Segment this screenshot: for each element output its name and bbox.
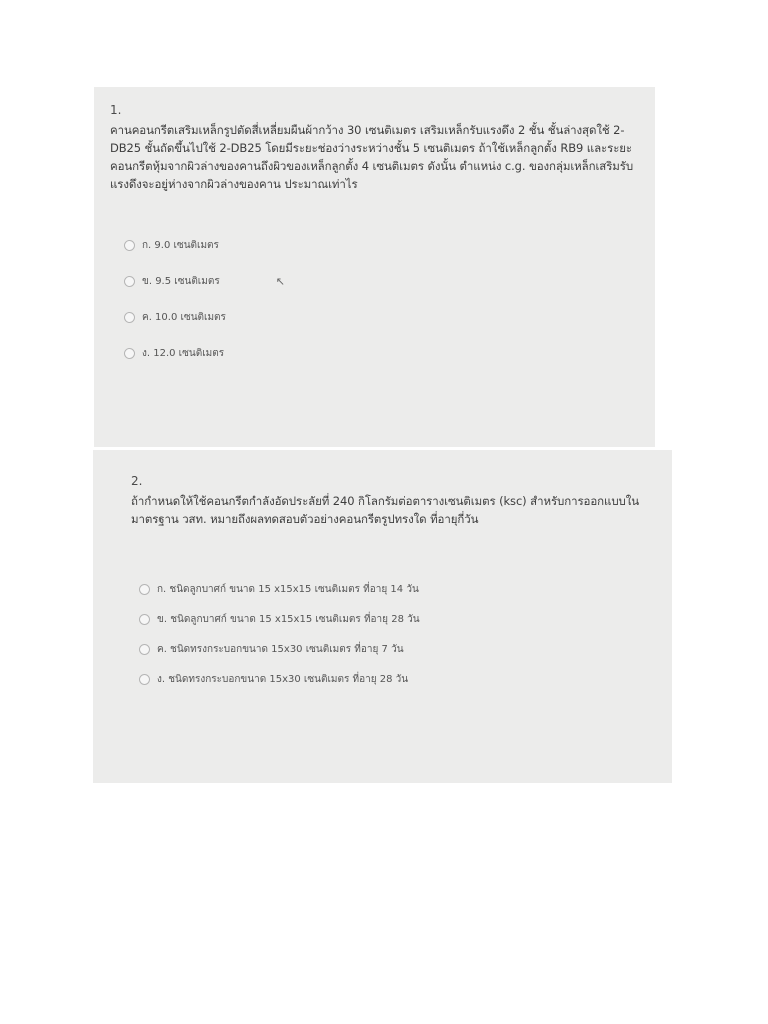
question-card-1 [94,87,655,447]
choice-option-c[interactable] [139,634,656,664]
radio-button[interactable] [124,348,135,359]
choice-label: ก. ชนิดลูกบาศก์ ขนาด 15 x15x15 เซนติเมตร ที่อายุ 14 วัน [157,583,419,595]
choice-label: ข. ชนิดลูกบาศก์ ขนาด 15 x15x15 เซนติเมตร ที่อายุ 28 วัน [157,613,420,625]
choice-option-d[interactable] [124,335,641,371]
radio-button[interactable] [124,240,135,251]
radio-button[interactable] [124,276,135,287]
choice-label: ง. 12.0 เซนติเมตร [142,347,225,359]
choice-option-d[interactable] [139,664,656,694]
choice-list [124,227,641,371]
question-card-2 [93,450,672,783]
choice-option-a[interactable] [139,574,656,604]
radio-button[interactable] [139,644,150,655]
radio-button[interactable] [139,674,150,685]
question-number: 2. [131,474,143,488]
radio-button[interactable] [139,614,150,625]
radio-button[interactable] [124,312,135,323]
choice-label: ข. 9.5 เซนติเมตร [142,275,220,287]
mouse-cursor-icon: ↖ [275,274,285,288]
choice-label: ค. ชนิดทรงกระบอกขนาด 15x30 เซนติเมตร ที่อายุ 7 วัน [157,643,404,655]
choice-label: ค. 10.0 เซนติเมตร [142,311,226,323]
radio-button[interactable] [139,584,150,595]
choice-option-c[interactable] [124,299,641,335]
choice-option-b[interactable] [139,604,656,634]
question-text: คานคอนกรีตเสริมเหล็กรูปตัดสี่เหลี่ยมผืนผ้ากว้าง 30 เซนติเมตร เสริมเหล็กรับแรงดึง 2 ชั้น ชั้นล่างสุดใช้ 2-DB25 ชั้นถัดขึ้นไปใช้ 2-DB25 โดยมีระยะช่องว่างระหว่างชั้น 5 เซนติเมตร ถ้าใช้เหล็กลูกตั้ง RB9 และระยะคอนกรีตหุ้มจากผิวล่างของคานถึงผิวของเหล็กลูกตั้ง 4 เซนติเมตร ดังนั้น ตำแหน่ง c.g. ของกลุ่มเหล็กเสริมรับแรงดึงจะอยู่ห่างจากผิวล่างของคาน ประมาณเท่าไร [110,123,634,191]
choice-option-b[interactable] [124,263,641,299]
question-number: 1. [110,103,122,117]
choice-label: ง. ชนิดทรงกระบอกขนาด 15x30 เซนติเมตร ที่อายุ 28 วัน [157,673,409,685]
choice-label: ก. 9.0 เซนติเมตร [142,239,219,251]
choice-option-a[interactable] [124,227,641,263]
choice-list [139,574,656,694]
question-text: ถ้ากำหนดให้ใช้คอนกรีตกำลังอัดประลัยที่ 240 กิโลกรัมต่อตารางเซนติเมตร (ksc) สำหรับการออกแบบในมาตรฐาน วสท. หมายถึงผลทดสอบตัวอย่างคอนกรีตรูปทรงใด ที่อายุกี่วัน [131,494,640,526]
